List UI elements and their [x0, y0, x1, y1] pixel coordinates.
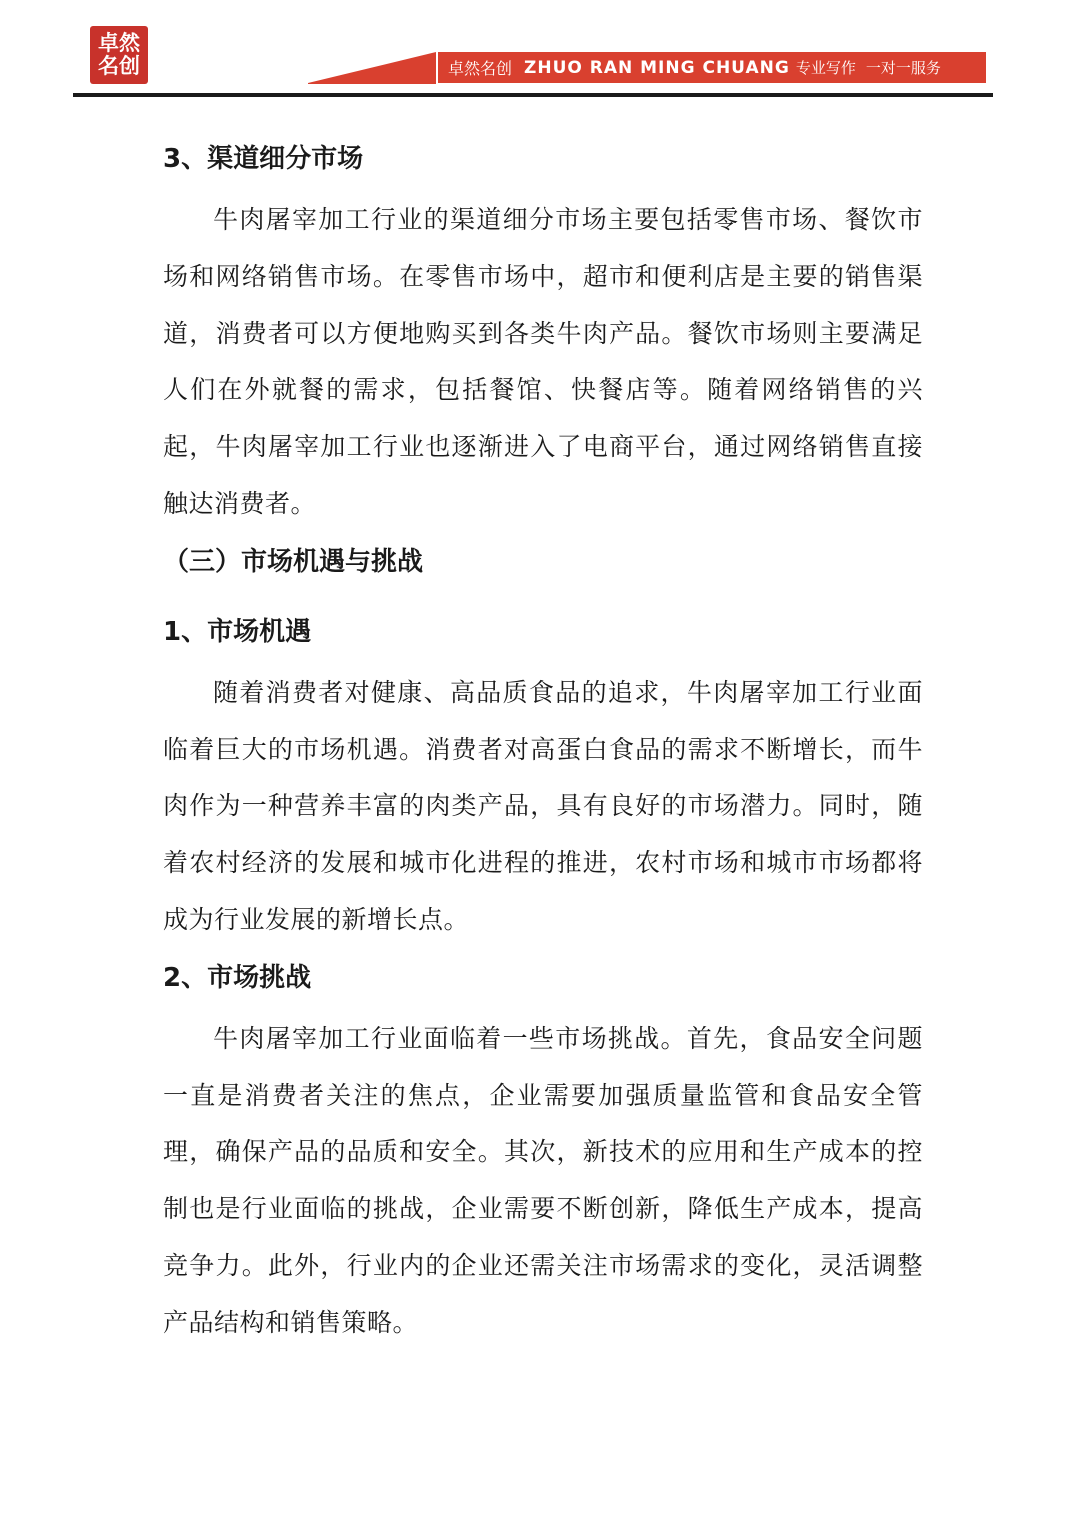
section-heading-opportunities: 1、市场机遇 [163, 616, 312, 647]
banner-brand-en: ZHUO RAN MING CHUANG [524, 57, 790, 78]
header-banner [436, 52, 986, 83]
part-heading-opportunities-challenges: （三）市场机遇与挑战 [163, 546, 424, 577]
banner-brand-cn: 卓然名创 [448, 59, 513, 78]
paragraph-channel-market: 牛肉屠宰加工行业的渠道细分市场主要包括零售市场、餐饮市场和网络销售市场。在零售市场中，超市和便利店是主要的销售渠道，消费者可以方便地购买到各类牛肉产品。餐饮市场则主要满足人们在外就餐的需求，包括餐馆、快餐店等。随着网络销售的兴起，牛肉屠宰加工行业也逐渐进入了电商平台，通过网络销售直接触达消费者。 [163, 205, 923, 518]
header-divider [73, 93, 993, 97]
banner-wedge-decoration [308, 52, 436, 84]
section-heading-challenges: 2、市场挑战 [163, 962, 312, 993]
paragraph-challenges: 牛肉屠宰加工行业面临着一些市场挑战。首先，食品安全问题一直是消费者关注的焦点，企业需要加强质量监管和食品安全管理，确保产品的品质和安全。其次，新技术的应用和生产成本的控制也是行业面临的挑战，企业需要不断创新，降低生产成本，提高竞争力。此外，行业内的企业还需关注市场需求的变化，灵活调整产品结构和销售策略。 [163, 1023, 923, 1337]
banner-tagline-2: 一对一服务 [865, 59, 941, 77]
banner-tagline-1: 专业写作 [795, 59, 856, 77]
section-heading-channel-market: 3、渠道细分市场 [163, 144, 364, 174]
document-body [163, 130, 923, 1352]
brand-logo [90, 26, 148, 84]
logo-text: 卓然名创 [98, 31, 140, 78]
page-header [0, 0, 1080, 100]
paragraph-opportunities: 随着消费者对健康、高品质食品的追求，牛肉屠宰加工行业面临着巨大的市场机遇。消费者对高蛋白食品的需求不断增长，而牛肉作为一种营养丰富的肉类产品，具有良好的市场潜力。同时，随着农村经济的发展和城市化进程的推进，农村市场和城市市场都将成为行业发展的新增长点。 [163, 677, 923, 934]
